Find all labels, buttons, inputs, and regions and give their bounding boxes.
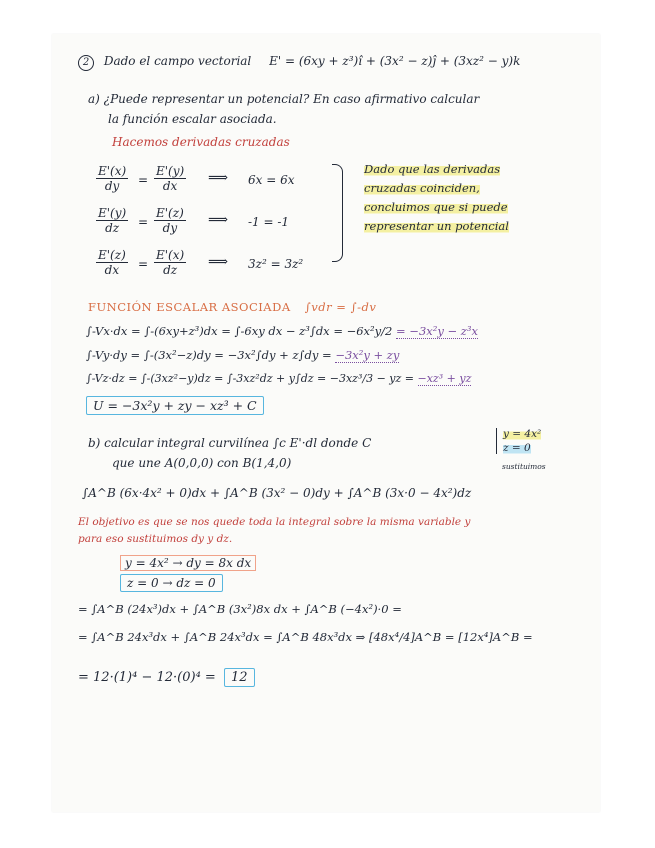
- final-answer: 12: [224, 668, 255, 687]
- derivative-denominator-1: $\frac{E'(y)}{dx}$: [156, 164, 185, 193]
- derivative-denominator-2: $\frac{E'(z)}{dy}$: [156, 206, 184, 235]
- derivative-numerator-1: $\frac{E'(x)}{dy}$: [98, 164, 127, 193]
- implies-arrow-icon: ⟹: [208, 254, 229, 270]
- problem-number: 2: [78, 55, 94, 71]
- derivative-result-2: -1 = -1: [248, 215, 290, 229]
- implies-arrow-icon: ⟹: [208, 170, 229, 186]
- integral-line-x: ∫-Vx·dx = ∫-(6xy+z³)dx = ∫-6xy dx − z³∫dx = −6x²y/2 = −3x²y − z³x: [86, 324, 478, 338]
- objective-line-2: para eso sustituimos dy y dz.: [78, 533, 233, 545]
- problem-header: [78, 54, 520, 71]
- cross-derivatives-heading: Hacemos derivadas cruzadas: [112, 135, 290, 149]
- integral-line-y: ∫-Vy·dy = ∫-(3x²−z)dy = −3x²∫dy + z∫dy = −3x²y + zy: [86, 348, 400, 362]
- derivative-numerator-2: $\frac{E'(y)}{dz}$: [98, 206, 127, 235]
- derivative-denominator-3: $\frac{E'(x)}{dz}$: [156, 248, 185, 277]
- notebook-page: 2 Dado el campo vectorial E' = (6xy + z³)î + (3x² − z)ĵ + (3xz² − y)k a) ¿Puede representar un potencial? En caso afirmativo calcular la función escalar asociada. Hacemos derivadas cruzadas $\frac{E'(x)}{dy}$ = $\frac{E'(y)}{dx}$ ⟹ 6x = 6x $\frac{E'(y)}{dz}$ = $\frac{E'(z)}{dy}$ ⟹ -1 = -1 $\frac{E'(z)}{dx}$ = $\frac{E'(x)}{dz}$ ⟹ 3z² = 3z² Dado que las derivadas cruzadas coinciden, concluimos que si puede representar un potencial FUNCIÓN ESCALAR ASOCIADA ∫vdr = ∫-dv ∫-Vx·dx = ∫-(6xy+z³)dx = ∫-6xy dx − z³∫dx = −6x²y/2 = −3x²y − z³x ∫-Vy·dy = ∫-(3x²−z)dy = −3x²∫dy + z∫dy = −3x²y + zy ∫-Vz·dz = ∫-(3xz²−y)dz = ∫-3xz²dz + y∫dz = −3xz³/3 − yz = −xz³ + yz U = −3x²y + zy − xz³ + C b) calcular integral curvilínea ∫c E'·dl donde C que une A(0,0,0) con B(1,4,0) y = 4x² z = 0 sustituimos ∫A^B (6x·4x² + 0)dx + ∫A^B (3x² − 0)dy + ∫A^B (3x·0 − 4x²)dz El objetivo es que se nos quede toda la integral sobre la misma variable y para eso sustituimos dy y dz. y = 4x² → dy = 8x dx z = 0 → dz = 0 = ∫A^B (24x³)dx + ∫A^B (3x²)8x dx + ∫A^B (−4x²)·0 = = ∫A^B 24x³dx + ∫A^B 24x³dx = ∫A^B 48x³dx ⇒ [48x⁴/4]A^B = [12x⁴]A^B = = 12·(1)⁴ − 12·(0)⁴ = 12: [52, 34, 600, 812]
- right-brace: [332, 164, 343, 262]
- substitution-dz: z = 0 → dz = 0: [120, 576, 223, 590]
- substitution-note: sustituimos: [502, 462, 546, 471]
- derivative-result-3: 3z² = 3z²: [248, 257, 304, 271]
- vector-field: E' = (6xy + z³)î + (3x² − z)ĵ + (3xz² − y)k: [269, 54, 521, 68]
- solution-step-1: = ∫A^B (24x³)dx + ∫A^B (3x²)8x dx + ∫A^B (−4x²)·0 =: [78, 602, 402, 616]
- implies-arrow-icon: ⟹: [208, 212, 229, 228]
- objective-line-1: El objetivo es que se nos quede toda la integral sobre la misma variable y: [78, 516, 471, 528]
- part-b-question-line-2: que une A(0,0,0) con B(1,4,0): [112, 456, 292, 470]
- conclusion-block: Dado que las derivadas cruzadas coinciden, concluimos que si puede representar un potencial: [364, 162, 509, 233]
- curve-system: y = 4x² z = 0: [496, 428, 541, 454]
- solution-step-2: = ∫A^B 24x³dx + ∫A^B 24x³dx = ∫A^B 48x³dx ⇒ [48x⁴/4]A^B = [12x⁴]A^B =: [78, 630, 533, 644]
- header-text: Dado el campo vectorial: [103, 54, 252, 68]
- part-a-question-line-2: la función escalar asociada.: [108, 112, 277, 126]
- derivative-numerator-3: $\frac{E'(z)}{dx}$: [98, 248, 126, 277]
- potential-result: U = −3x²y + zy − xz³ + C: [86, 398, 264, 413]
- part-a-question-line-1: a) ¿Puede representar un potencial? En caso afirmativo calcular: [88, 92, 480, 106]
- integral-line-z: ∫-Vz·dz = ∫-(3xz²−y)dz = ∫-3xz²dz + y∫dz = −3xz³/3 − yz = −xz³ + yz: [86, 372, 472, 385]
- part-b-question-line-1: b) calcular integral curvilínea ∫c E'·dl donde C: [88, 436, 372, 450]
- substitution-dy: y = 4x² → dy = 8x dx: [120, 556, 256, 570]
- derivative-result-1: 6x = 6x: [248, 173, 295, 187]
- solution-step-3: = 12·(1)⁴ − 12·(0)⁴ = 12: [78, 670, 255, 685]
- line-integral-expression: ∫A^B (6x·4x² + 0)dx + ∫A^B (3x² − 0)dy + ∫A^B (3x·0 − 4x²)dz: [82, 486, 472, 500]
- scalar-function-heading: FUNCIÓN ESCALAR ASOCIADA ∫vdr = ∫-dv: [88, 300, 377, 314]
